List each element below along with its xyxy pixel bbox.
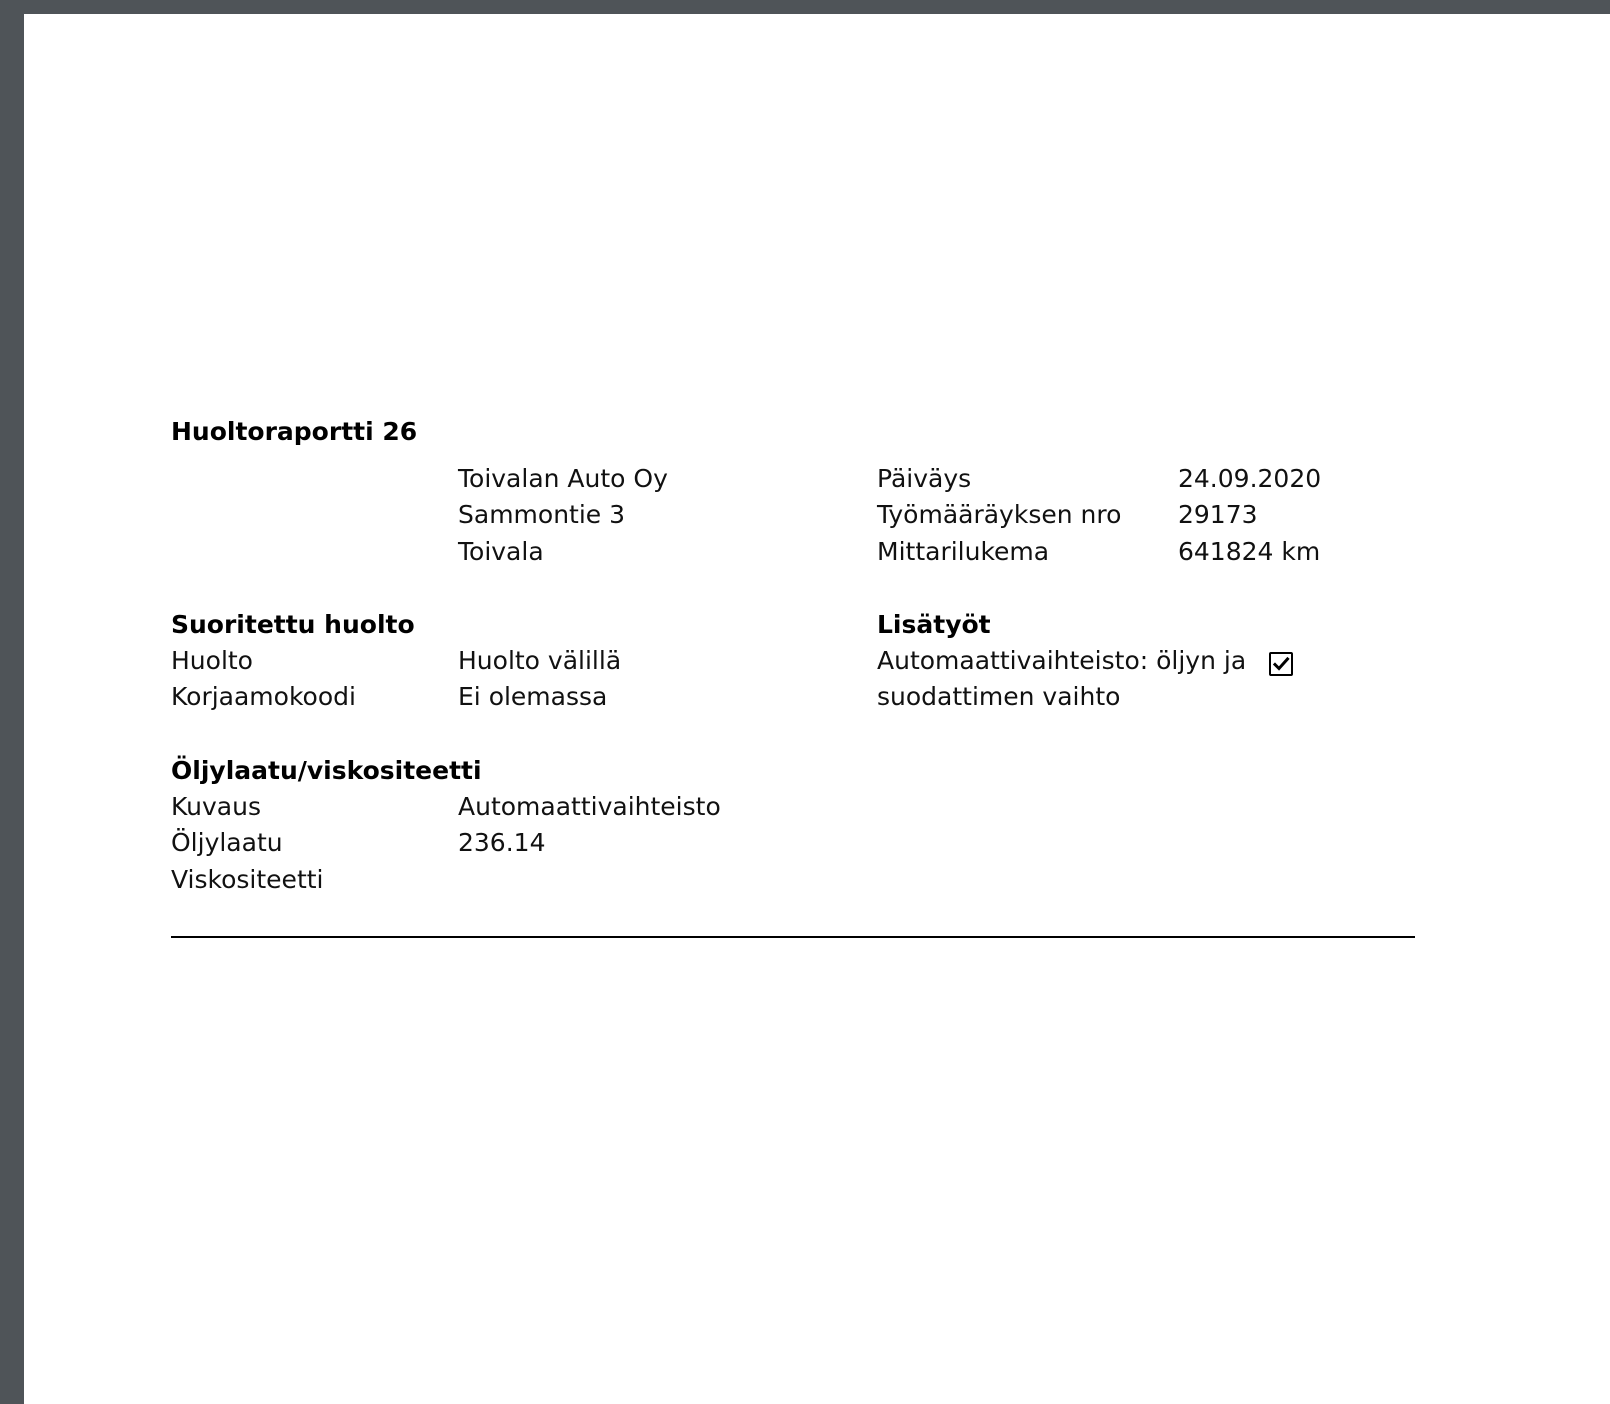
date-value: 24.09.2020 [1178,464,1322,493]
extra-work-item-line2: suodattimen vaihto [877,682,1121,711]
oil-quality-label: Öljylaatu [171,828,283,857]
repair-code-value: Ei olemassa [458,682,608,711]
company-city: Toivala [458,537,544,566]
company-name: Toivalan Auto Oy [458,464,668,493]
oil-viscosity-label: Viskositeetti [171,865,324,894]
document-page [24,14,1610,1404]
odometer-value: 641824 km [1178,537,1321,566]
repair-code-label: Korjaamokoodi [171,682,356,711]
oil-quality-value: 236.14 [458,828,546,857]
extra-work-checkbox[interactable] [1269,652,1293,676]
oil-description-value: Automaattivaihteisto [458,792,721,821]
checkmark-icon [1272,655,1290,673]
work-order-value: 29173 [1178,500,1258,529]
service-value: Huolto välillä [458,646,622,675]
report-title: Huoltoraportti 26 [171,417,418,446]
work-order-label: Työmääräyksen nro [877,500,1122,529]
company-street: Sammontie 3 [458,500,626,529]
oil-heading: Öljylaatu/viskositeetti [171,756,482,785]
extra-work-item-line1: Automaattivaihteisto: öljyn ja [877,646,1247,675]
odometer-label: Mittarilukema [877,537,1050,566]
date-label: Päiväys [877,464,972,493]
extra-work-heading: Lisätyöt [877,610,991,639]
service-label: Huolto [171,646,253,675]
divider-line [171,936,1415,938]
service-heading: Suoritettu huolto [171,610,415,639]
oil-description-label: Kuvaus [171,792,261,821]
